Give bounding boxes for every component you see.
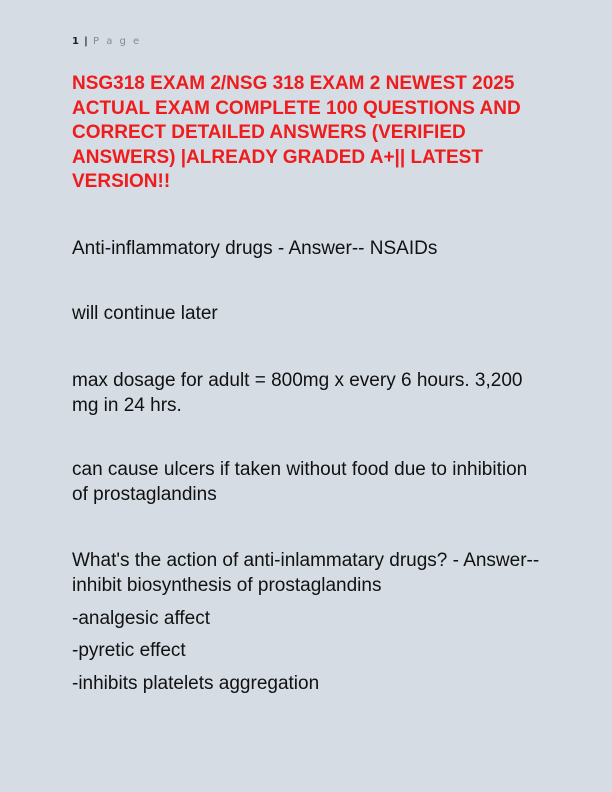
dosage-paragraph: max dosage for adult = 800mg x every 6 hours. 3,200 mg in 24 hrs. xyxy=(72,370,523,416)
note-paragraph: will continue later xyxy=(72,303,218,324)
bullet-platelets: -inhibits platelets aggregation xyxy=(72,673,320,694)
page-label: P a g e xyxy=(93,36,142,47)
qa-paragraph-nsaids: Anti-inflammatory drugs - Answer-- NSAIDs xyxy=(72,238,438,259)
page-separator: | xyxy=(84,36,88,47)
document-title: NSG318 EXAM 2/NSG 318 EXAM 2 NEWEST 2025 ACTUAL EXAM COMPLETE 100 QUESTIONS AND CORRECT DETAILED ANSWERS (VERIFIED ANSWERS) |ALREADY GRADED A+|| LATEST VERSION!! xyxy=(72,73,521,192)
page-number: 1 xyxy=(72,36,79,47)
qa-paragraph-action: What's the action of anti-inlammatary drugs? - Answer--inhibit biosynthesis of prostaglandins xyxy=(72,550,540,596)
bullet-pyretic: -pyretic effect xyxy=(72,640,186,661)
ulcer-paragraph: can cause ulcers if taken without food due to inhibition of prostaglandins xyxy=(72,459,528,505)
bullet-analgesic: -analgesic affect xyxy=(72,608,211,629)
page-header xyxy=(72,36,141,48)
